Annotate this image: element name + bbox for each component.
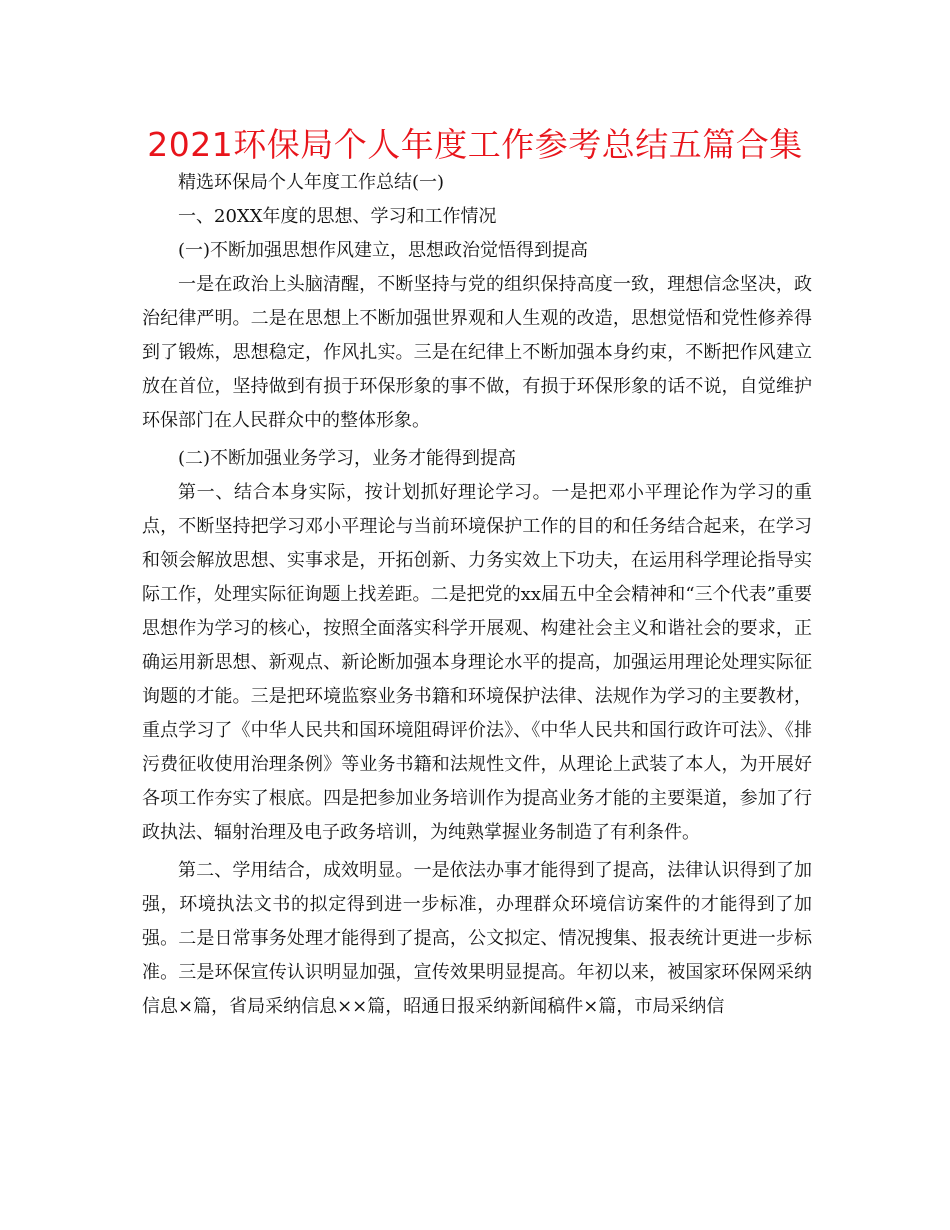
subsection-heading-1: (一)不断加强思想作风建立，思想政治觉悟得到提高 [178, 240, 589, 261]
document-body [142, 166, 812, 1024]
document-title: 2021环保局个人年度工作参考总结五篇合集 [147, 125, 803, 164]
paragraph-theory-study: 第一、结合本身实际，按计划抓好理论学习。一是把邓小平理论作为学习的重点，不断坚持把学习邓小平理论与当前环境保护工作的目的和任务结合起来，在学习和领会解放思想、实事求是，开拓创新、力务实效上下功夫，在运用科学理论指导实际工作，处理实际征询题上找差距。二是把党的xx届五中全会精神和“三个代表”重要思想作为学习的核心，按照全面落实科学开展观、构建社会主义和谐社会的要求，正确运用新思想、新观点、新论断加强本身理论水平的提高，加强运用理论处理实际征询题的才能。三是把环境监察业务书籍和环境保护法律、法规作为学习的主要教材，重点学习了《中华人民共和国环境阻碍评价法》、《中华人民共和国行政许可法》、《排污费征收使用治理条例》等业务书籍和法规性文件，从理论上武装了本人，为开展好各项工作夯实了根底。四是把参加业务培训作为提高业务才能的主要渠道，参加了行政执法、辐射治理及电子政务培训，为纯熟掌握业务制造了有利条件。 [142, 482, 812, 843]
subsection-heading-2: (二)不断加强业务学习，业务才能得到提高 [178, 448, 517, 469]
section-heading-1: 精选环保局个人年度工作总结(一) [178, 172, 445, 193]
section-heading-2: 一、20XX年度的思想、学习和工作情况 [178, 206, 497, 227]
paragraph-learning-results: 第二、学用结合，成效明显。一是依法办事才能得到了提高，法律认识得到了加强，环境执法文书的拟定得到进一步标准，办理群众环境信访案件的才能得到了加强。二是日常事务处理才能得到了提高，公文拟定、情况搜集、报表统计更进一步标准。三是环保宣传认识明显加强，宣传效果明显提高。年初以来，被国家环保网采纳信息×篇，省局采纳信息××篇，昭通日报采纳新闻稿件×篇，市局采纳信 [142, 860, 812, 1017]
paragraph-political-thought: 一是在政治上头脑清醒，不断坚持与党的组织保持高度一致，理想信念坚决，政治纪律严明。二是在思想上不断加强世界观和人生观的改造，思想觉悟和党性修养得到了锻炼，思想稳定，作风扎实。三是在纪律上不断加强本身约束，不断把作风建立放在首位，坚持做到有损于环保形象的事不做，有损于环保形象的话不说，自觉维护环保部门在人民群众中的整体形象。 [142, 274, 812, 431]
